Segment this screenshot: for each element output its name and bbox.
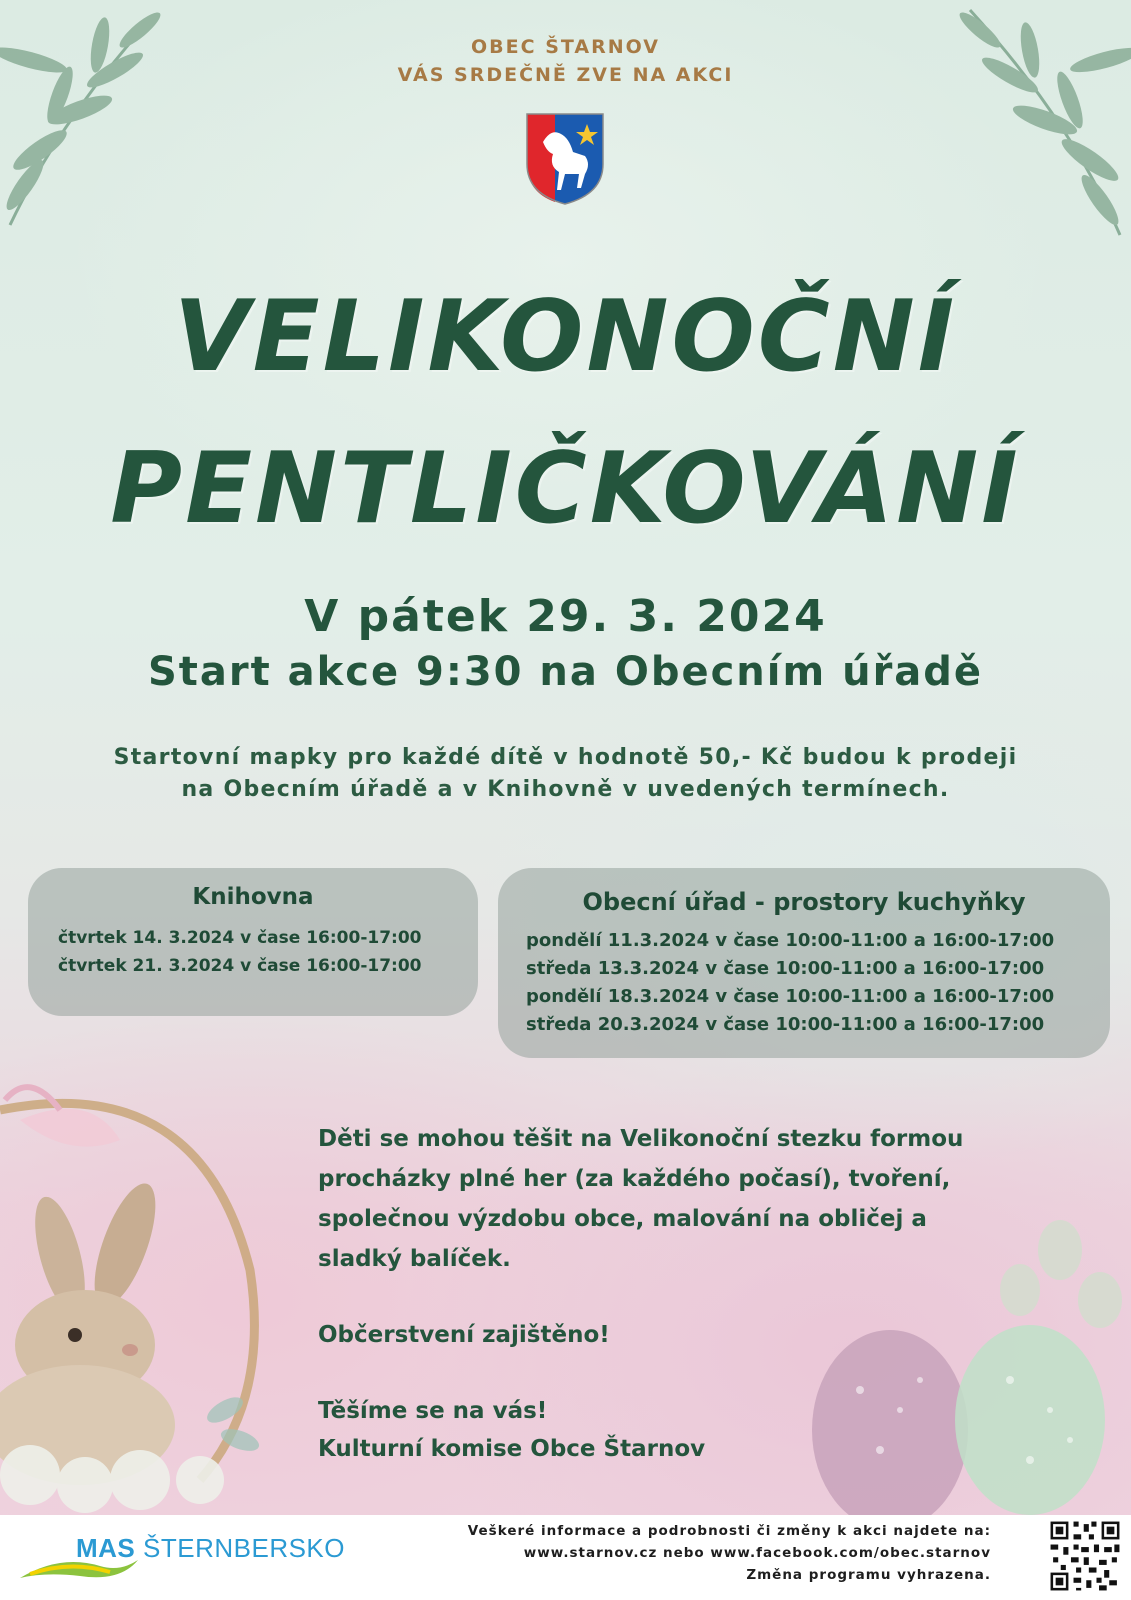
event-start: Start akce 9:30 na Obecním úřadě bbox=[147, 649, 984, 695]
mas-logo-text bbox=[76, 1533, 345, 1564]
event-date: V pátek 29. 3. 2024 bbox=[304, 591, 827, 642]
title-line-2: PENTLIČKOVÁNÍ bbox=[110, 432, 1021, 546]
knihovna-title: Knihovna bbox=[192, 884, 314, 910]
details-line: procházky plné her (za každého počasí), tvoření, bbox=[318, 1166, 951, 1192]
footer-info-2: www.starnov.cz nebo www.facebook.com/obec.starnov bbox=[523, 1545, 991, 1561]
intro-line-1: Startovní mapky pro každé dítě v hodnotě 50,- Kč budou k prodeji bbox=[113, 745, 1018, 770]
urad-row: pondělí 18.3.2024 v čase 10:00-11:00 a 16:00-17:00 bbox=[526, 986, 1055, 1007]
details-line: Děti se mohou těšit na Velikonoční stezku formou bbox=[318, 1126, 964, 1152]
leaf-branch-top-left-icon bbox=[0, 0, 190, 230]
qr-code-icon bbox=[1048, 1519, 1122, 1593]
urad-row: středa 20.3.2024 v čase 10:00-11:00 a 16:00-17:00 bbox=[526, 1014, 1045, 1035]
urad-box bbox=[498, 868, 1110, 1058]
knihovna-box bbox=[28, 868, 478, 1016]
header-line-1: OBEC ŠTARNOV bbox=[471, 36, 660, 58]
coat-of-arms-horse-star-icon bbox=[525, 112, 605, 206]
mas-logo-abbr: MAS bbox=[76, 1533, 136, 1563]
details-line: společnou výzdobu obce, malování na obličej a bbox=[318, 1206, 927, 1232]
greeting-text: Těšíme se na vás! bbox=[318, 1398, 548, 1424]
footer-info-1: Veškeré informace a podrobnosti či změny k akci najdete na: bbox=[467, 1523, 991, 1539]
mas-logo-name: ŠTERNBERSKO bbox=[143, 1533, 346, 1563]
intro-line-2: na Obecním úřadě a v Knihovně v uvedených termínech. bbox=[181, 777, 950, 802]
urad-row: pondělí 11.3.2024 v čase 10:00-11:00 a 16:00-17:00 bbox=[526, 930, 1055, 951]
title-line-1: VELIKONOČNÍ bbox=[173, 280, 958, 394]
urad-row: středa 13.3.2024 v čase 10:00-11:00 a 16:00-17:00 bbox=[526, 958, 1045, 979]
organizer-text: Kulturní komise Obce Štarnov bbox=[318, 1436, 706, 1462]
urad-title: Obecní úřad - prostory kuchyňky bbox=[582, 888, 1026, 916]
knihovna-row: čtvrtek 14. 3.2024 v čase 16:00-17:00 bbox=[58, 928, 422, 948]
header-line-2: VÁS SRDEČNĚ ZVE NA AKCI bbox=[397, 64, 734, 86]
knihovna-row: čtvrtek 21. 3.2024 v čase 16:00-17:00 bbox=[58, 956, 422, 976]
details-line: sladký balíček. bbox=[318, 1246, 511, 1272]
footer-info-3: Změna programu vyhrazena. bbox=[746, 1567, 991, 1583]
refreshments-text: Občerstvení zajištěno! bbox=[318, 1322, 610, 1348]
easter-bunny-basket-illustration bbox=[0, 1080, 290, 1515]
